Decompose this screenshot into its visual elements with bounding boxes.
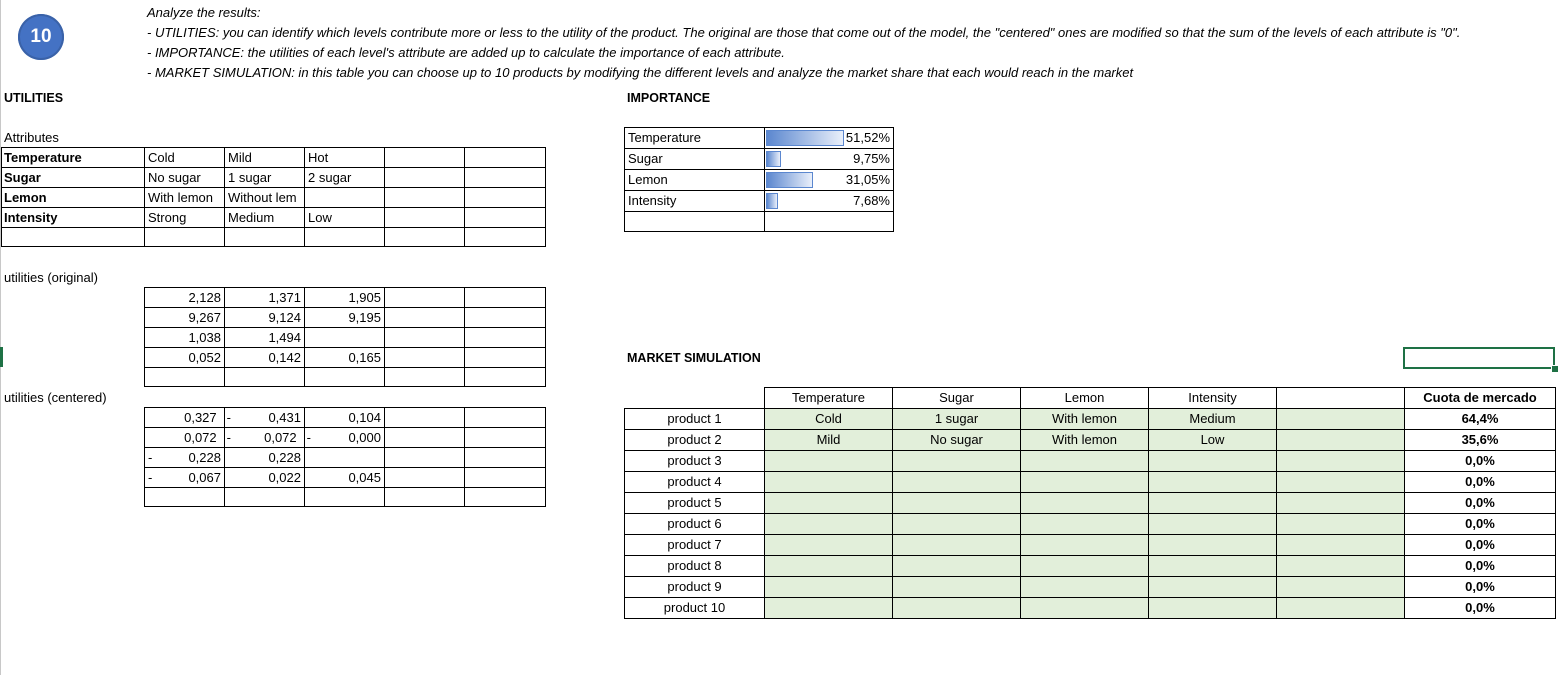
utilities-centered-table <box>144 407 546 507</box>
level-selector[interactable] <box>893 535 1021 556</box>
table-cell[interactable] <box>385 488 465 507</box>
table-cell[interactable] <box>465 428 546 448</box>
level-selector[interactable] <box>765 577 893 598</box>
utility-value[interactable]: 0,052 <box>145 348 225 368</box>
product-name[interactable]: product 4 <box>625 472 765 493</box>
level-cell[interactable]: Low <box>305 208 385 228</box>
importance-value: 51,52% <box>845 130 890 145</box>
attributes-table <box>1 147 546 247</box>
product-row <box>625 556 1556 577</box>
utilities-original-label: utilities (original) <box>4 270 98 285</box>
level-cell[interactable]: 2 sugar <box>305 168 385 188</box>
utility-value[interactable]: 0,431 <box>225 408 305 428</box>
table-cell[interactable] <box>465 308 546 328</box>
table-row <box>625 149 894 170</box>
utility-value[interactable]: 1,494 <box>225 328 305 348</box>
table-cell[interactable] <box>385 448 465 468</box>
table-cell[interactable] <box>465 288 546 308</box>
importance-value-cell[interactable] <box>765 149 894 170</box>
importance-attribute[interactable]: Temperature <box>625 128 765 149</box>
product-name[interactable]: product 1 <box>625 409 765 430</box>
market-share[interactable]: 0,0% <box>1405 535 1556 556</box>
level-selector[interactable] <box>1021 598 1149 619</box>
table-cell[interactable] <box>145 488 225 507</box>
level-selector[interactable] <box>893 514 1021 535</box>
level-selector[interactable] <box>765 514 893 535</box>
level-selector[interactable]: Medium <box>1149 409 1277 430</box>
utilities-heading: UTILITIES <box>4 91 64 105</box>
table-cell[interactable] <box>2 208 145 228</box>
level-selector[interactable] <box>765 556 893 577</box>
utilities-original-table <box>144 287 546 387</box>
column-header[interactable]: Cuota de mercado <box>1405 388 1556 409</box>
table-row <box>2 208 546 228</box>
table-cell[interactable] <box>465 448 546 468</box>
level-cell[interactable]: No sugar <box>145 168 225 188</box>
table-cell[interactable] <box>465 208 546 228</box>
utility-value[interactable]: 0,142 <box>225 348 305 368</box>
product-row <box>625 514 1556 535</box>
product-name[interactable]: product 3 <box>625 451 765 472</box>
column-header[interactable]: Temperature <box>765 388 893 409</box>
level-selector[interactable] <box>1149 514 1277 535</box>
importance-attribute[interactable]: Lemon <box>625 170 765 191</box>
utility-value[interactable]: 0,022 <box>225 468 305 488</box>
product-row <box>625 577 1556 598</box>
table-cell[interactable] <box>465 488 546 507</box>
table-cell[interactable] <box>2 228 145 247</box>
utility-value[interactable]: 0,104 <box>305 408 385 428</box>
table-cell[interactable] <box>765 212 894 232</box>
attribute-name: Temperature <box>4 150 82 165</box>
sheet-left-border <box>0 0 1 675</box>
level-selector[interactable] <box>1277 577 1405 598</box>
level-cell[interactable]: Hot <box>305 148 385 168</box>
table-cell[interactable] <box>465 148 546 168</box>
utility-value[interactable] <box>145 468 225 488</box>
level-selector[interactable] <box>1149 493 1277 514</box>
table-row <box>145 328 546 348</box>
utility-value[interactable]: 0,165 <box>305 348 385 368</box>
utility-value[interactable] <box>145 428 231 448</box>
table-cell[interactable] <box>225 228 305 247</box>
level-selector[interactable] <box>1149 472 1277 493</box>
table-cell[interactable] <box>625 212 765 232</box>
utility-value[interactable]: 2,128 <box>145 288 225 308</box>
level-selector[interactable] <box>1277 493 1405 514</box>
level-selector[interactable] <box>1277 598 1405 619</box>
table-cell[interactable] <box>2 168 145 188</box>
value-text: 0,072 <box>264 430 297 445</box>
level-selector[interactable]: With lemon <box>1021 430 1149 451</box>
market-share[interactable]: 64,4% <box>1405 409 1556 430</box>
market-share[interactable]: 0,0% <box>1405 556 1556 577</box>
table-cell[interactable] <box>385 168 465 188</box>
level-selector[interactable]: Low <box>1149 430 1277 451</box>
utility-value[interactable]: 9,267 <box>145 308 225 328</box>
level-cell[interactable]: Cold <box>145 148 225 168</box>
column-header[interactable]: Intensity <box>1149 388 1277 409</box>
selected-cell[interactable] <box>1403 347 1555 369</box>
value-text: 0,067 <box>188 470 221 485</box>
table-row <box>145 368 546 387</box>
level-selector[interactable] <box>893 493 1021 514</box>
step-badge <box>18 14 64 60</box>
fill-handle[interactable] <box>1551 365 1559 373</box>
product-name[interactable]: product 6 <box>625 514 765 535</box>
level-cell[interactable]: Medium <box>225 208 305 228</box>
level-selector[interactable]: Cold <box>765 409 893 430</box>
importance-value-cell[interactable] <box>765 128 894 149</box>
utilities-centered-label: utilities (centered) <box>4 390 107 405</box>
minus-sign: - <box>226 430 231 445</box>
market-share[interactable]: 0,0% <box>1405 598 1556 619</box>
step-number: 10 <box>30 26 52 47</box>
table-cell[interactable] <box>385 368 465 387</box>
table-cell[interactable] <box>385 408 465 428</box>
table-cell[interactable] <box>385 188 465 208</box>
utility-value[interactable]: 9,195 <box>305 308 385 328</box>
product-name[interactable]: product 8 <box>625 556 765 577</box>
table-cell[interactable] <box>145 368 225 387</box>
level-selector[interactable] <box>893 598 1021 619</box>
level-selector[interactable] <box>1149 577 1277 598</box>
level-cell[interactable]: With lemon <box>145 188 225 208</box>
table-row <box>625 212 894 232</box>
utility-value[interactable]: 0,000 <box>305 428 385 448</box>
level-selector[interactable] <box>893 556 1021 577</box>
level-selector[interactable] <box>1149 598 1277 619</box>
utility-value[interactable]: 0,228 <box>225 448 305 468</box>
product-row <box>625 451 1556 472</box>
utility-value[interactable]: 9,124 <box>225 308 305 328</box>
table-cell[interactable] <box>385 468 465 488</box>
table-cell[interactable] <box>465 348 546 368</box>
level-selector[interactable] <box>893 472 1021 493</box>
level-selector[interactable] <box>1021 556 1149 577</box>
table-row <box>625 191 894 212</box>
importance-attribute[interactable]: Intensity <box>625 191 765 212</box>
table-cell[interactable] <box>465 408 546 428</box>
value-text: 0,327 <box>184 410 217 425</box>
level-selector[interactable] <box>1021 514 1149 535</box>
product-row <box>625 535 1556 556</box>
table-cell[interactable] <box>385 208 465 228</box>
minus-sign: - <box>148 470 153 485</box>
utility-value[interactable]: 1,038 <box>145 328 225 348</box>
minus-sign: - <box>226 410 231 425</box>
attribute-name: Lemon <box>4 190 47 205</box>
level-selector[interactable] <box>1277 556 1405 577</box>
column-header[interactable]: Sugar <box>893 388 1021 409</box>
minus-sign: - <box>148 450 153 465</box>
product-name[interactable]: product 9 <box>625 577 765 598</box>
table-cell[interactable] <box>305 448 385 468</box>
table-cell[interactable] <box>2 188 145 208</box>
table-cell[interactable] <box>305 228 385 247</box>
importance-value-cell[interactable] <box>765 191 894 212</box>
table-cell[interactable] <box>305 488 385 507</box>
level-selector[interactable] <box>1277 430 1405 451</box>
table-cell[interactable] <box>465 188 546 208</box>
level-selector[interactable]: Mild <box>765 430 893 451</box>
attributes-label: Attributes <box>4 130 59 145</box>
table-row <box>2 228 546 247</box>
level-selector[interactable]: With lemon <box>1021 409 1149 430</box>
level-selector[interactable] <box>765 535 893 556</box>
table-row <box>2 168 546 188</box>
table-row <box>2 188 546 208</box>
level-selector[interactable] <box>1021 493 1149 514</box>
table-row <box>145 488 546 507</box>
utility-value[interactable]: 1,905 <box>305 288 385 308</box>
market-simulation-heading: MARKET SIMULATION <box>627 351 761 365</box>
table-cell[interactable] <box>385 328 465 348</box>
table-cell[interactable] <box>2 148 145 168</box>
attribute-name: Intensity <box>4 210 58 225</box>
level-cell[interactable]: 1 sugar <box>225 168 305 188</box>
table-header-row <box>625 388 1556 409</box>
level-selector[interactable] <box>1021 535 1149 556</box>
table-cell[interactable] <box>465 468 546 488</box>
row-selection-marker <box>0 347 3 367</box>
product-name[interactable]: product 2 <box>625 430 765 451</box>
product-row <box>625 409 1556 430</box>
level-cell[interactable]: Without lem <box>225 188 305 208</box>
column-header[interactable]: Lemon <box>1021 388 1149 409</box>
importance-table <box>624 127 894 232</box>
table-row <box>145 408 546 428</box>
level-selector[interactable] <box>765 472 893 493</box>
utility-value[interactable] <box>225 428 311 448</box>
market-share[interactable]: 0,0% <box>1405 451 1556 472</box>
importance-value: 7,68% <box>853 193 890 208</box>
table-cell[interactable] <box>465 328 546 348</box>
instruction-title: Analyze the results: <box>147 5 261 20</box>
level-selector[interactable] <box>1021 472 1149 493</box>
level-selector[interactable] <box>1277 514 1405 535</box>
level-selector[interactable] <box>1149 556 1277 577</box>
table-cell[interactable] <box>385 428 465 448</box>
level-cell[interactable]: Strong <box>145 208 225 228</box>
table-cell[interactable] <box>305 368 385 387</box>
table-cell[interactable] <box>305 188 385 208</box>
importance-attribute[interactable]: Sugar <box>625 149 765 170</box>
level-selector[interactable] <box>1149 451 1277 472</box>
instruction-market-simulation: - MARKET SIMULATION: in this table you can choose up to 10 products by modifying the different levels and analyze the market share that each would reach in the market <box>147 65 1134 80</box>
table-row <box>145 308 546 328</box>
market-share[interactable]: 0,0% <box>1405 472 1556 493</box>
table-row <box>2 148 546 168</box>
level-selector[interactable] <box>1277 472 1405 493</box>
value-text: 0,072 <box>184 430 217 445</box>
level-selector[interactable] <box>1021 451 1149 472</box>
level-selector[interactable] <box>1277 535 1405 556</box>
product-row <box>625 472 1556 493</box>
table-cell[interactable] <box>385 288 465 308</box>
table-cell <box>625 388 765 409</box>
table-row <box>145 468 546 488</box>
instruction-importance: - IMPORTANCE: the utilities of each level's attribute are added up to calculate the importance of each attribute. <box>147 45 785 60</box>
table-cell[interactable] <box>225 488 305 507</box>
product-row <box>625 430 1556 451</box>
importance-value: 9,75% <box>853 151 890 166</box>
level-selector[interactable]: No sugar <box>893 430 1021 451</box>
importance-value-cell[interactable] <box>765 170 894 191</box>
market-share[interactable]: 0,0% <box>1405 577 1556 598</box>
table-row <box>145 348 546 368</box>
level-selector[interactable] <box>765 493 893 514</box>
level-selector[interactable] <box>1277 409 1405 430</box>
table-row <box>625 128 894 149</box>
table-cell[interactable] <box>145 228 225 247</box>
table-cell[interactable] <box>385 228 465 247</box>
table-row <box>145 428 546 448</box>
product-name[interactable]: product 5 <box>625 493 765 514</box>
level-selector[interactable] <box>765 451 893 472</box>
level-selector[interactable] <box>1021 577 1149 598</box>
table-cell[interactable] <box>385 148 465 168</box>
table-row <box>145 448 546 468</box>
product-name[interactable]: product 7 <box>625 535 765 556</box>
utility-value[interactable] <box>305 328 385 348</box>
level-selector[interactable] <box>765 598 893 619</box>
importance-value: 31,05% <box>845 172 890 187</box>
value-text: 0,228 <box>188 450 221 465</box>
table-cell[interactable] <box>465 368 546 387</box>
importance-heading: IMPORTANCE <box>627 91 711 105</box>
table-row <box>145 288 546 308</box>
product-name[interactable]: product 10 <box>625 598 765 619</box>
level-selector[interactable]: 1 sugar <box>893 409 1021 430</box>
attribute-name: Sugar <box>4 170 41 185</box>
market-share[interactable]: 0,0% <box>1405 514 1556 535</box>
product-row <box>625 493 1556 514</box>
product-row <box>625 598 1556 619</box>
table-cell[interactable] <box>465 228 546 247</box>
instruction-utilities: - UTILITIES: you can identify which levels contribute more or less to the utility of the product. The original are those that come out of the model, the "centered" ones are modified so that the sum of the levels of each attribute is "0". <box>147 25 1461 40</box>
utility-value[interactable] <box>145 448 225 468</box>
level-selector[interactable] <box>1149 535 1277 556</box>
market-share[interactable]: 0,0% <box>1405 493 1556 514</box>
market-simulation-table <box>624 387 1556 619</box>
level-cell[interactable]: Mild <box>225 148 305 168</box>
table-cell[interactable] <box>385 348 465 368</box>
table-cell[interactable] <box>225 368 305 387</box>
level-selector[interactable] <box>893 577 1021 598</box>
level-selector[interactable] <box>1277 451 1405 472</box>
utility-value[interactable]: 0,045 <box>305 468 385 488</box>
table-cell[interactable] <box>465 168 546 188</box>
table-cell[interactable] <box>385 308 465 328</box>
utility-value[interactable] <box>145 408 231 428</box>
minus-sign: - <box>306 430 311 445</box>
column-header[interactable] <box>1277 388 1405 409</box>
table-row <box>625 170 894 191</box>
utility-value[interactable]: 1,371 <box>225 288 305 308</box>
market-share[interactable]: 35,6% <box>1405 430 1556 451</box>
level-selector[interactable] <box>893 451 1021 472</box>
